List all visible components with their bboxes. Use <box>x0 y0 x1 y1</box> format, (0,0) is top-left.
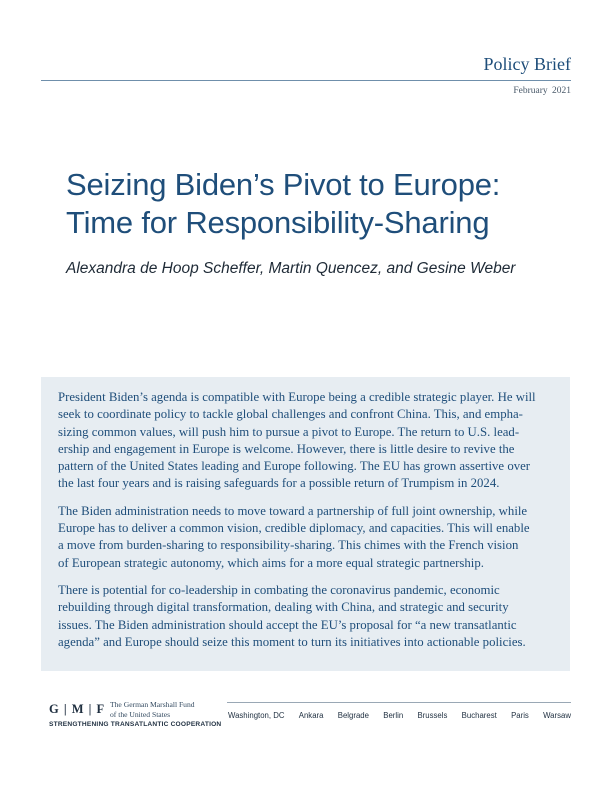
publication-date: February 2021 <box>513 86 571 96</box>
office-city: Brussels <box>417 711 448 720</box>
office-city: Ankara <box>298 711 324 720</box>
document-title <box>66 166 566 242</box>
footer-divider <box>227 702 571 703</box>
summary-paragraph-3 <box>58 582 554 651</box>
office-city: Washington, DC <box>228 711 285 720</box>
summary-paragraph-1 <box>58 389 554 493</box>
summary-box <box>41 377 570 671</box>
summary-line: the last four years and is raising safeguards for a possible return of Trumpism in 2024. <box>58 476 500 491</box>
summary-line: agenda” and Europe should seize this moment to turn its initiatives into actionable policies. <box>58 634 526 649</box>
organization-name-line-2: of the United States <box>110 710 171 719</box>
title-line-1: Seizing Biden’s Pivot to Europe: <box>66 167 501 202</box>
office-locations <box>228 711 571 720</box>
summary-line: rebuilding through digital transformation, dealing with China, and strategic and security <box>58 600 509 615</box>
summary-line: There is potential for co-leadership in combating the coronavirus pandemic, economic <box>58 582 500 597</box>
summary-line: President Biden’s agenda is compatible with Europe being a credible strategic player. He will <box>58 390 536 404</box>
logo-mark: G | M | F <box>49 702 106 716</box>
summary-line: pattern of the United States leading and Europe following. The EU has grown assertive over <box>58 459 531 474</box>
office-city: Belgrade <box>337 711 369 720</box>
summary-line: Europe has to deliver a common vision, credible diplomacy, and capacities. This will enable <box>58 521 530 536</box>
organization-tagline: STRENGTHENING TRANSATLANTIC COOPERATION <box>49 721 222 728</box>
gmf-logo <box>49 699 222 733</box>
summary-paragraph-2 <box>58 503 554 572</box>
summary-line: sizing common values, will push him to pursue a pivot to Europe. The return to U.S. lead- <box>58 424 520 439</box>
header-divider <box>41 80 571 81</box>
office-city: Warsaw <box>543 711 571 720</box>
author-list: Alexandra de Hoop Scheffer, Martin Quencez, and Gesine Weber <box>66 260 516 277</box>
summary-line: of European strategic autonomy, which aims for a more equal strategic partnership. <box>58 555 484 570</box>
office-city: Berlin <box>383 711 404 720</box>
summary-line: issues. The Biden administration should accept the EU’s proposal for “a new transatlantic <box>58 617 517 632</box>
summary-line: seek to coordinate policy to tackle global challenges and confront China. This, and empha- <box>58 407 523 422</box>
summary-line: ership and engagement in Europe is welcome. However, there is little desire to revive the <box>58 441 515 456</box>
organization-name-line-1: The German Marshall Fund <box>110 700 195 709</box>
office-city: Bucharest <box>461 711 497 720</box>
summary-line: The Biden administration needs to move toward a partnership of full joint ownership, while <box>58 503 528 518</box>
organization-name <box>110 700 230 720</box>
title-line-2: Time for Responsibility-Sharing <box>66 205 490 240</box>
document-type-label: Policy Brief <box>483 54 571 74</box>
office-city: Paris <box>511 711 529 720</box>
summary-line: a move from burden-sharing to responsibility-sharing. This chimes with the French vision <box>58 538 519 553</box>
